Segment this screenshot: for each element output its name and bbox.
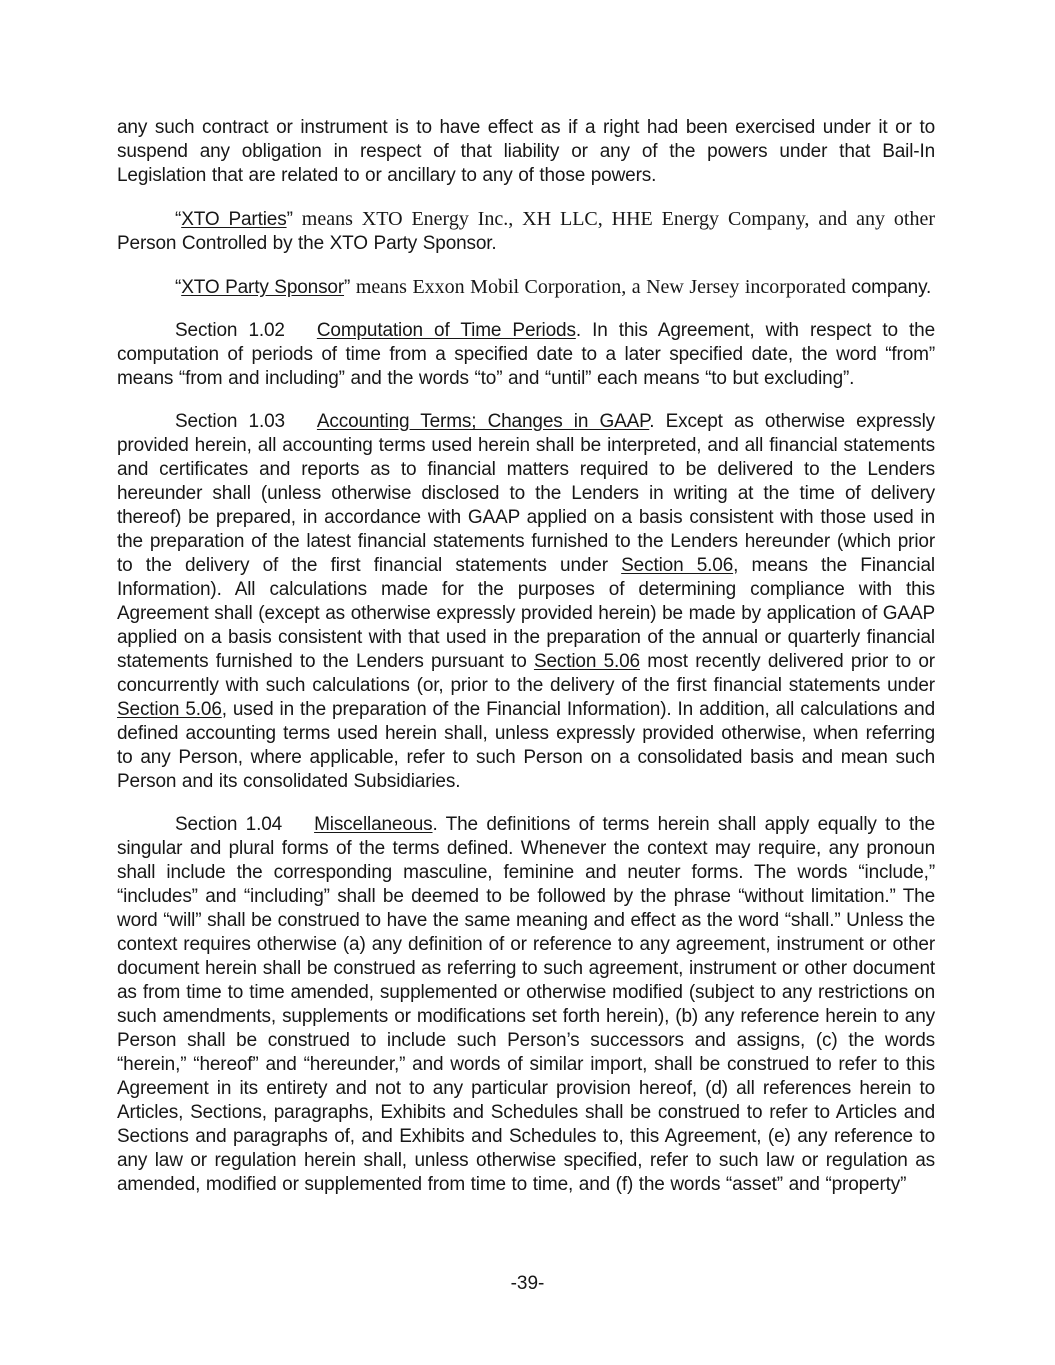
text-run: XTO Parties	[181, 209, 287, 230]
text-run: ”	[344, 277, 356, 298]
text-run: XTO Party Sponsor	[181, 277, 345, 298]
text-run: most recently delivered prior to or concurrently with such calculations (or, prior to the delivery of the first financial statements under	[117, 651, 935, 696]
text-run: . Except as otherwise expressly provided herein, all accounting terms used herein shall be interpreted, and all financial statements and certificates and reports as to financial matters required to be delivered to the Lenders hereunder shall (unless otherwise disclosed to the Lenders in writing at the time of delivery thereof) be prepared, in accordance with GAAP applied on a basis consistent with those used in the preparation of the latest financial statements furnished to the Lenders hereunder (which prior to the delivery of the first financial statements under	[117, 411, 935, 576]
bail-in-continuation-paragraph	[117, 116, 935, 188]
text-run: Accounting Terms; Changes in GAAP	[316, 411, 650, 432]
text-run: “	[175, 209, 182, 230]
text-run: Section 5.06	[117, 699, 222, 720]
text-run: any such contract or instrument is to have effect as if a right had been exercised under it or to suspend any obligation in respect of that liability or any of the powers under that Bail-In Legislation that are related to or ancillary to any of those powers.	[117, 117, 935, 186]
text-run: Section 1.02	[175, 320, 285, 341]
text-run: company.	[851, 277, 932, 298]
text-run: Section 1.04	[175, 814, 283, 835]
page-footer	[0, 1272, 1055, 1296]
page-number: -39-	[510, 1273, 545, 1294]
text-run: . The definitions of terms herein shall apply equally to the singular and plural forms of the terms defined. Whenever the context may require, any pronoun shall include the corresponding masculine, feminine and neuter forms. The words “include,” “includes” and “including” shall be deemed to be followed by the phrase “without limitation.” The word “will” shall be construed to have the same meaning and effect as the word “shall.” Unless the context requires otherwise (a) any definition of or reference to any agreement, instrument or other document herein shall be construed as referring to such agreement, instrument or other document as from time to time amended, supplemented or otherwise modified (subject to any restrictions on such amendments, supplements or modifications set forth herein), (b) any reference herein to any Person shall be construed to include such Person’s successors and assigns, (c) the words “herein,” “hereof” and “hereunder,” and words of similar import, shall be construed to refer to this Agreement in its entirety and not to any particular provision hereof, (d) all references herein to Articles, Sections, paragraphs, Exhibits and Schedules shall be construed to refer to Articles and Sections and paragraphs of, and Exhibits and Schedules to, this Agreement, (e) any reference to any law or regulation herein shall, unless otherwise specified, refer to such law or regulation as amended, modified or supplemented from time to time, and (f) the words “asset” and “property”	[117, 814, 935, 1195]
text-run: means XTO Energy Inc., XH LLC, HHE Energy Company, and any other	[301, 208, 935, 230]
section-1-02-computation-of-time-periods	[117, 319, 935, 391]
text-run: “	[175, 277, 182, 298]
text-run: Section 1.03	[175, 411, 285, 432]
text-run: Miscellaneous	[314, 814, 433, 835]
text-run: Section 5.06	[621, 555, 734, 576]
text-run: Person Controlled by the XTO Party Sponsor.	[117, 233, 497, 254]
text-run: ”	[286, 209, 302, 230]
text-run: , used in the preparation of the Financial Information). In addition, all calculations and defined accounting terms used herein shall, unless expressly provided otherwise, when referring to any Person, where applicable, refer to such Person on a consolidated basis and mean such Person and its consolidated Subsidiaries.	[117, 699, 935, 792]
text-run: Section 5.06	[533, 651, 640, 672]
definition-xto-party-sponsor	[117, 275, 935, 300]
section-1-03-accounting-terms-changes-in-gaap	[117, 410, 935, 794]
text-run: . In this Agreement, with respect to the computation of periods of time from a specified date to a later specified date, the word “from” means “from and including” and the words “to” and “until” each means “to but excluding”.	[117, 320, 935, 389]
definition-xto-parties	[117, 207, 935, 256]
text-run: Computation of Time Periods	[316, 320, 576, 341]
text-run: , means the Financial Information). All calculations made for the purposes of determining compliance with this Agreement shall (except as otherwise expressly provided herein) be made by application of GAAP applied on a basis consistent with that used in the preparation of the annual or quarterly financial statements furnished to the Lenders pursuant to	[117, 555, 935, 672]
section-1-04-miscellaneous	[117, 813, 935, 1197]
document-body	[117, 116, 935, 1216]
text-run: means Exxon Mobil Corporation, a New Jersey incorporated	[355, 276, 852, 298]
